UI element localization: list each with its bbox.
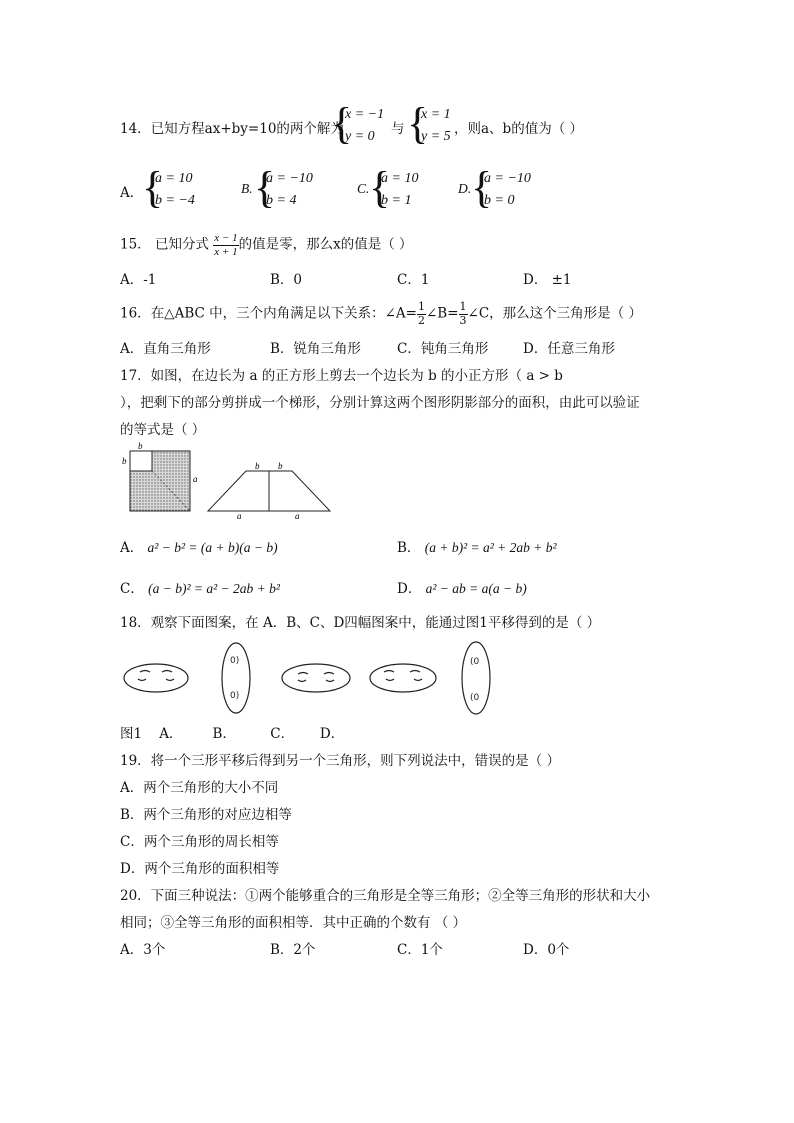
q17-option-a: A． a² − b² = (a + b)(a − b) [120, 540, 278, 556]
q14-with: 与 [391, 121, 405, 137]
q14-option-c: a = 10 b = 1 [381, 171, 419, 208]
q14-system-1: x = −1 y = 0 [345, 107, 385, 144]
q16-stem: 16．在△ABC 中，三个内角满足以下关系：∠A= $\frac{1}{2}$ ∠B= $\frac{1}{3}$ ∠C，那么这个三角形是（ ） [120, 300, 642, 327]
q18-figure-labels: 图1 A． B． C． D． [120, 726, 345, 742]
q20-option-b: B．2个 [270, 942, 316, 958]
q14-brace-1: { [331, 99, 353, 148]
q16-option-c: C．钝角三角形 [397, 341, 489, 357]
q19-option-c: C．两个三角形的周长相等 [120, 834, 279, 850]
q17-label-b-left: b [122, 456, 127, 466]
q14-option-b-brace: { [254, 163, 276, 212]
q14-option-b-label: B. [241, 181, 253, 196]
q17-stem-line-2: ），把剩下的部分剪拼成一个梯形，分别计算这两个图形阴影部分的面积，由此可以验证 [120, 395, 640, 411]
q16-option-b: B．锐角三角形 [270, 341, 361, 357]
q15-option-a: A．-1 [120, 272, 157, 288]
q17-figure [118, 440, 338, 520]
q20-option-a: A．3个 [120, 942, 166, 958]
q17-trap-label-b1: b [255, 461, 260, 471]
q14-option-c-brace: { [369, 163, 391, 212]
q20-stem-line-1: 20．下面三种说法：①两个能够重合的三角形是全等三角形；②全等三角形的形状和大小 [120, 888, 651, 904]
q16-fraction-1: $\frac{1}{2}$ [417, 300, 425, 327]
q18-figure-d [462, 642, 490, 714]
q17-option-b: B． (a + b)² = a² + 2ab + b² [397, 540, 557, 556]
q18-stem: 18．观察下面图案，在 A．B、C、D四幅图案中，能通过图1平移得到的是（ ） [120, 615, 601, 631]
q16-option-a: A．直角三角形 [120, 341, 211, 357]
q17-small-square [130, 451, 152, 471]
q18-figure-b [282, 664, 350, 692]
q16-fraction-2: $\frac{1}{3}$ [459, 300, 467, 327]
q15-option-c: C．1 [397, 272, 430, 288]
q17-label-a-right: a [193, 474, 198, 484]
q14-stem: 14．已知方程ax+by=10的两个解为 [120, 121, 344, 137]
q19-option-d: D．两个三角形的面积相等 [120, 861, 280, 877]
q18-figure-c [370, 664, 436, 692]
q17-trap-label-a1: a [237, 511, 242, 520]
q15-option-d: D． ±1 [523, 272, 572, 288]
q15-option-b: B．0 [270, 272, 303, 288]
q20-option-d: D．0个 [523, 942, 570, 958]
q14-option-d-brace: { [471, 163, 493, 212]
q15-fraction: $\frac{x - 1}{x + 1}$ [214, 232, 238, 258]
q17-label-b-top: b [138, 441, 143, 451]
q14-option-b: a = −10 b = 4 [266, 171, 313, 208]
q19-stem: 19．将一个三形平移后得到另一个三角形，则下列说法中，错误的是（ ） [120, 753, 560, 769]
q20-stem-line-2: 相同；③全等三角形的面积相等．其中正确的个数有 （ ） [120, 915, 467, 931]
q19-option-b: B．两个三角形的对应边相等 [120, 807, 292, 823]
q14-stem-end: ，则a、b的值为（ ） [454, 121, 583, 137]
q14-option-d: a = −10 b = 0 [484, 171, 531, 208]
q19-option-a: A．两个三角形的大小不同 [120, 780, 279, 796]
q15-stem: 15． 已知分式 $\frac{x - 1}{x + 1}$ 的值是零，那么x的值是（ ） [120, 232, 413, 258]
q14-system-2: x = 1 y = 5 [421, 107, 451, 144]
q14-option-a-brace: { [142, 163, 164, 212]
q17-trap-label-b2: b [278, 461, 283, 471]
svg-text:0): 0) [230, 691, 240, 701]
q17-stem-line-1: 17．如图，在边长为 a 的正方形上剪去一个边长为 b 的小正方形（ a > b [120, 368, 563, 384]
q17-trap-label-a2: a [295, 511, 300, 520]
q17-option-c: C． (a − b)² = a² − 2ab + b² [120, 581, 280, 597]
q17-option-d: D． a² − ab = a(a − b) [397, 581, 527, 597]
svg-text:0): 0) [230, 656, 240, 666]
q14-option-c-label: C. [357, 181, 370, 196]
q14-option-a-label: A． [120, 185, 144, 201]
q17-stem-line-3: 的等式是（ ） [120, 422, 206, 438]
q14-brace-2: { [407, 99, 429, 148]
q18-figure-a [222, 643, 250, 713]
svg-text:(0: (0 [470, 693, 480, 703]
svg-text:(0: (0 [470, 657, 480, 667]
q14-option-a: a = 10 b = −4 [155, 171, 195, 208]
q18-figure-1 [124, 664, 188, 692]
q20-option-c: C．1个 [397, 942, 443, 958]
q18-figures [118, 638, 498, 718]
q14-option-d-label: D. [458, 181, 472, 196]
q16-option-d: D．任意三角形 [523, 341, 615, 357]
